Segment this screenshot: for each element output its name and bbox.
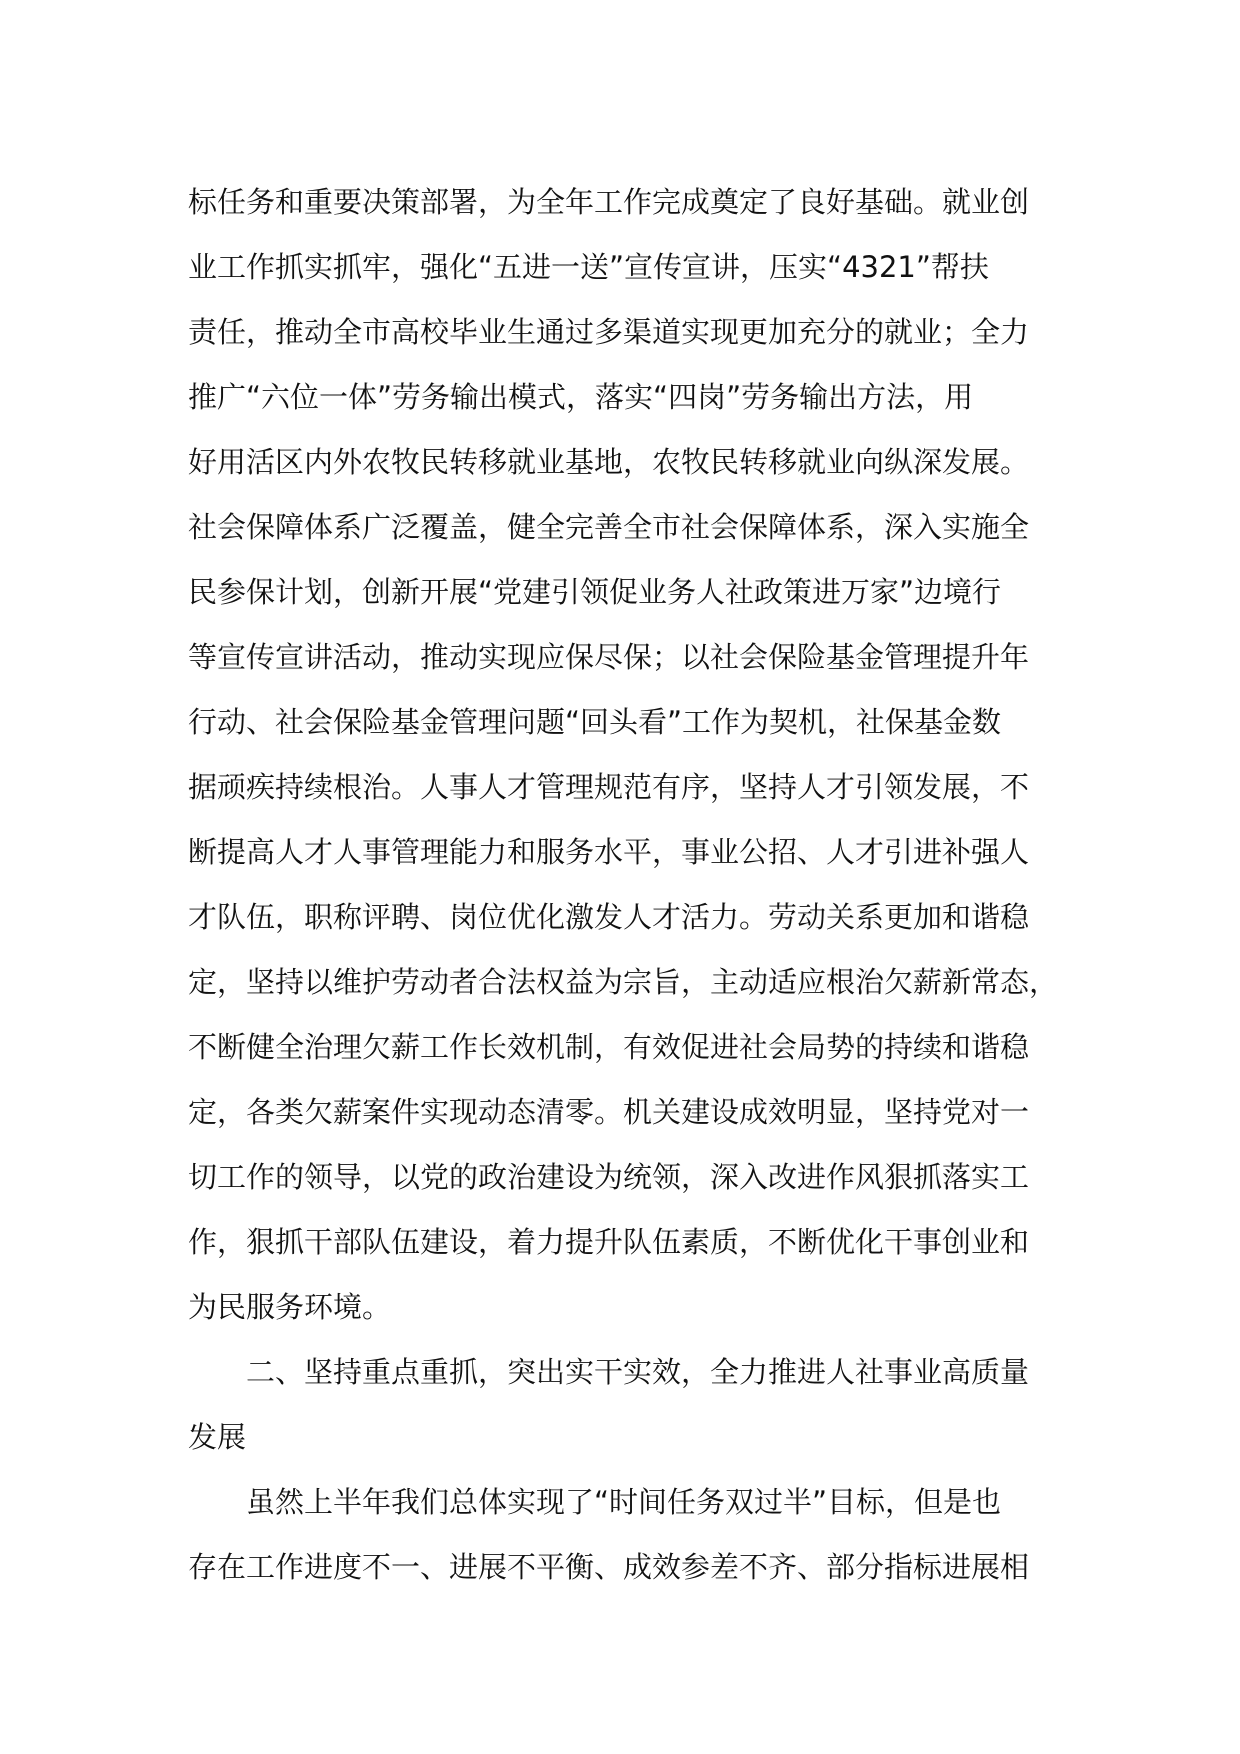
text-line: 断提高人才人事管理能力和服务水平，事业公招、人才引进补强人 <box>188 835 1030 869</box>
text-line: 标任务和重要决策部署，为全年工作完成奠定了良好基础。就业创 <box>188 185 1030 219</box>
text-line: 才队伍，职称评聘、岗位优化激发人才活力。劳动关系更加和谐稳 <box>188 900 1030 934</box>
text-line: 存在工作进度不一、进展不平衡、成效参差不齐、部分指标进展相 <box>188 1550 1030 1584</box>
text-line: 作，狠抓干部队伍建设，着力提升队伍素质，不断优化干事创业和 <box>188 1225 1030 1259</box>
text-line: 虽然上半年我们总体实现了“时间任务双过半”目标，但是也 <box>246 1485 1002 1519</box>
text-line: 定，坚持以维护劳动者合法权益为宗旨，主动适应根治欠薪新常态， <box>188 965 1059 999</box>
text-line: 业工作抓实抓牢，强化“五进一送”宣传宣讲，压实“4321”帮扶 <box>188 250 989 284</box>
text-line: 民参保计划，创新开展“党建引领促业务人社政策进万家”边境行 <box>188 575 1002 609</box>
text-line: 不断健全治理欠薪工作长效机制，有效促进社会局势的持续和谐稳 <box>188 1030 1030 1064</box>
text-line: 为民服务环境。 <box>188 1290 392 1324</box>
text-line: 责任，推动全市高校毕业生通过多渠道实现更加充分的就业；全力 <box>188 315 1030 349</box>
text-line: 据顽疾持续根治。人事人才管理规范有序，坚持人才引领发展，不 <box>188 770 1030 804</box>
text-line: 社会保障体系广泛覆盖，健全完善全市社会保障体系，深入实施全 <box>188 510 1030 544</box>
section-heading-line: 二、坚持重点重抓，突出实干实效，全力推进人社事业高质量 <box>246 1355 1030 1389</box>
text-line: 推广“六位一体”劳务输出模式，落实“四岗”劳务输出方法，用 <box>188 380 974 414</box>
text-line: 好用活区内外农牧民转移就业基地，农牧民转移就业向纵深发展。 <box>188 445 1030 479</box>
text-line: 切工作的领导，以党的政治建设为统领，深入改进作风狠抓落实工 <box>188 1160 1030 1194</box>
text-line: 定，各类欠薪案件实现动态清零。机关建设成效明显，坚持党对一 <box>188 1095 1030 1129</box>
document-body <box>188 170 1068 1600</box>
section-heading-line: 发展 <box>188 1420 247 1454</box>
text-line: 行动、社会保险基金管理问题“回头看”工作为契机，社保基金数 <box>188 705 1002 739</box>
text-line: 等宣传宣讲活动，推动实现应保尽保；以社会保险基金管理提升年 <box>188 640 1030 674</box>
